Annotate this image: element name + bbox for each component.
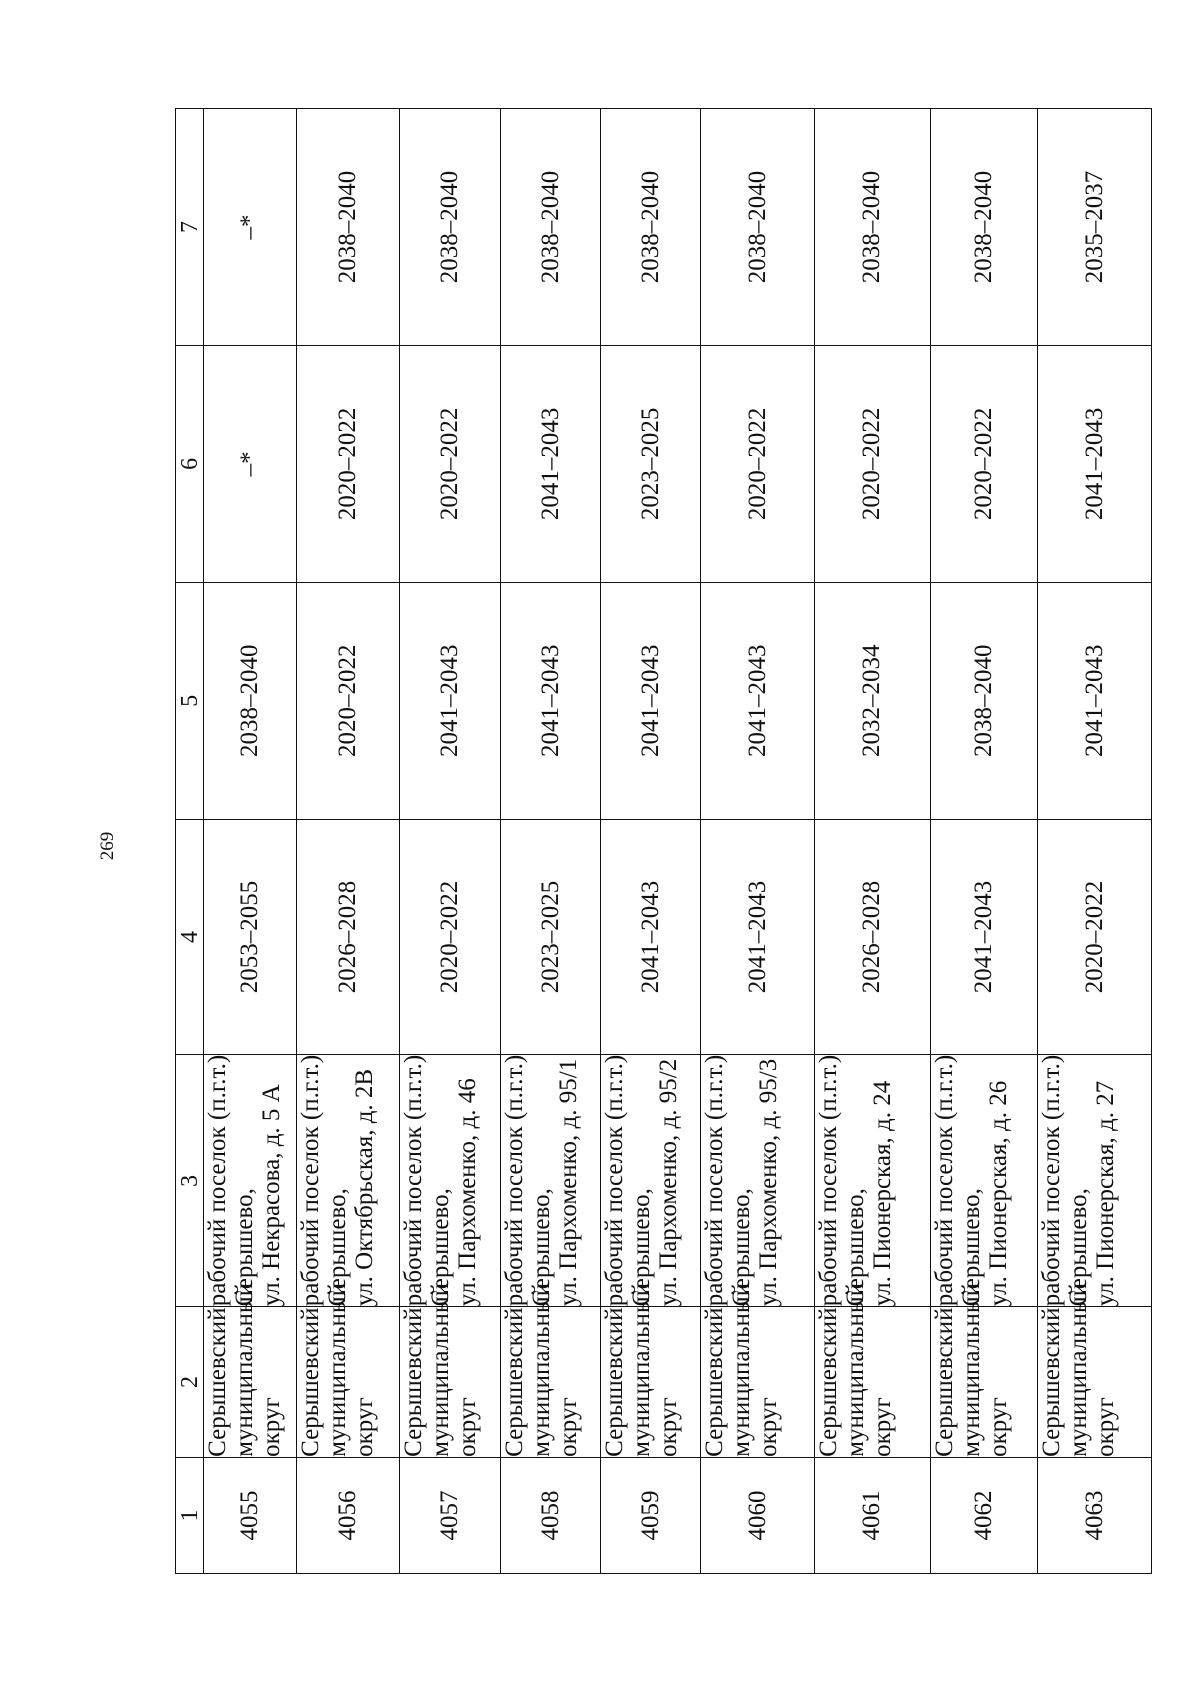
column-number-3: 3 xyxy=(176,1055,204,1307)
region-line: муниципальный xyxy=(426,1282,454,1457)
table-row xyxy=(814,109,930,1574)
row-number: 4059 xyxy=(601,1457,701,1573)
address-line: Серышево, xyxy=(231,1188,258,1307)
period-cell-c4: 2026–2028 xyxy=(297,819,399,1055)
period-cell-c6: 2020–2022 xyxy=(930,345,1038,582)
column-number-2: 2 xyxy=(176,1307,204,1458)
region-line: округ xyxy=(258,1397,285,1457)
page-number: 269 xyxy=(97,831,118,861)
region-line: округ xyxy=(984,1397,1012,1457)
address-cell xyxy=(399,1055,500,1307)
table-row xyxy=(297,109,399,1574)
period-cell-c6: 2041–2043 xyxy=(501,345,601,582)
period-cell-c7: 2038–2040 xyxy=(297,109,399,346)
period-cell-c5: 2041–2043 xyxy=(399,582,500,819)
region-line: округ xyxy=(555,1397,583,1457)
address-line: рабочий поселок (п.г.т.) xyxy=(601,1054,629,1307)
period-cell-c7: 2038–2040 xyxy=(399,109,500,346)
period-cell-c7: 2038–2040 xyxy=(701,109,814,346)
period-cell-c7: –* xyxy=(204,109,297,346)
region-line: муниципальный xyxy=(841,1282,869,1457)
address-line: рабочий поселок (п.г.т.) xyxy=(399,1054,427,1307)
region-line: муниципальный xyxy=(528,1282,556,1457)
address-line: ул. Пионерская, д. 27 xyxy=(1092,1080,1120,1307)
period-cell-c5: 2041–2043 xyxy=(701,582,814,819)
address-cell xyxy=(501,1055,601,1307)
period-cell-c7: 2038–2040 xyxy=(930,109,1038,346)
region-cell xyxy=(399,1282,500,1458)
period-cell-c6: 2041–2043 xyxy=(1038,345,1152,582)
address-cell xyxy=(701,1055,814,1307)
address-line: ул. Октябрьская, д. 2В xyxy=(351,1068,379,1307)
address-line: ул. Пионерская, д. 24 xyxy=(868,1080,896,1307)
period-cell-c5: 2041–2043 xyxy=(501,582,601,819)
address-line: рабочий поселок (п.г.т.) xyxy=(814,1054,842,1307)
row-number: 4057 xyxy=(399,1457,500,1573)
period-cell-c7: 2035–2037 xyxy=(1038,109,1152,346)
region-cell xyxy=(204,1282,297,1458)
address-line: рабочий поселок (п.г.т.) xyxy=(297,1054,325,1307)
region-line: округ xyxy=(1092,1397,1120,1457)
region-line: муниципальный xyxy=(957,1282,985,1457)
region-line: муниципальный xyxy=(324,1282,352,1457)
period-cell-c4: 2041–2043 xyxy=(930,819,1038,1055)
address-cell xyxy=(601,1055,701,1307)
table-row xyxy=(501,109,601,1574)
region-line: Серышевский xyxy=(297,1307,325,1457)
region-cell xyxy=(501,1282,601,1458)
row-number: 4060 xyxy=(701,1457,814,1573)
region-line: Серышевский xyxy=(1038,1307,1066,1457)
column-number-4: 4 xyxy=(176,819,204,1055)
table-row xyxy=(930,109,1038,1574)
period-cell-c4: 2041–2043 xyxy=(701,819,814,1055)
address-cell xyxy=(1038,1055,1152,1307)
address-line: рабочий поселок (п.г.т.) xyxy=(501,1054,529,1307)
row-number: 4061 xyxy=(814,1457,930,1573)
address-line: ул. Пархоменко, д. 95/2 xyxy=(655,1058,683,1307)
region-cell xyxy=(601,1282,701,1458)
address-line: Серышево, xyxy=(728,1188,756,1307)
address-line: Серышево, xyxy=(528,1188,556,1307)
address-line: Серышево, xyxy=(628,1188,656,1307)
address-line: Серышево, xyxy=(841,1188,869,1307)
column-number-row xyxy=(176,109,204,1574)
column-number-6: 6 xyxy=(176,345,204,582)
period-cell-c4: 2023–2025 xyxy=(501,819,601,1055)
region-line: муниципальный xyxy=(728,1282,756,1457)
region-line: Серышевский xyxy=(814,1307,842,1457)
region-cell xyxy=(1038,1282,1152,1458)
region-line: Серышевский xyxy=(399,1307,427,1457)
table-row xyxy=(1038,109,1152,1574)
period-cell-c6: 2020–2022 xyxy=(297,345,399,582)
address-line: рабочий поселок (п.г.т.) xyxy=(1038,1054,1066,1307)
region-line: муниципальный xyxy=(231,1282,258,1457)
address-line: ул. Некрасова, д. 5 А xyxy=(258,1084,285,1307)
period-cell-c5: 2020–2022 xyxy=(297,582,399,819)
period-cell-c6: 2020–2022 xyxy=(399,345,500,582)
period-cell-c7: 2038–2040 xyxy=(501,109,601,346)
row-number: 4063 xyxy=(1038,1457,1152,1573)
period-cell-c5: 2041–2043 xyxy=(1038,582,1152,819)
address-line: рабочий поселок (п.г.т.) xyxy=(701,1054,729,1307)
schedule-table-wrapper xyxy=(175,108,1152,1574)
region-line: Серышевский xyxy=(204,1307,231,1457)
region-cell xyxy=(930,1282,1038,1458)
row-number: 4062 xyxy=(930,1457,1038,1573)
address-cell xyxy=(297,1055,399,1307)
address-line: рабочий поселок (п.г.т.) xyxy=(204,1054,231,1307)
period-cell-c6: 2020–2022 xyxy=(701,345,814,582)
table-row xyxy=(701,109,814,1574)
period-cell-c4: 2020–2022 xyxy=(399,819,500,1055)
period-cell-c5: 2041–2043 xyxy=(601,582,701,819)
region-line: округ xyxy=(351,1397,379,1457)
period-cell-c4: 2041–2043 xyxy=(601,819,701,1055)
region-line: округ xyxy=(755,1397,783,1457)
row-number: 4055 xyxy=(204,1457,297,1573)
region-line: муниципальный xyxy=(628,1282,656,1457)
row-number: 4056 xyxy=(297,1457,399,1573)
address-line: рабочий поселок (п.г.т.) xyxy=(930,1054,958,1307)
period-cell-c6: 2020–2022 xyxy=(814,345,930,582)
period-cell-c7: 2038–2040 xyxy=(601,109,701,346)
address-line: Серышево, xyxy=(324,1188,352,1307)
address-line: Серышево, xyxy=(957,1188,985,1307)
period-cell-c6: –* xyxy=(204,345,297,582)
region-line: Серышевский xyxy=(930,1307,958,1457)
column-number-7: 7 xyxy=(176,109,204,346)
period-cell-c4: 2053–2055 xyxy=(204,819,297,1055)
address-line: ул. Пархоменко, д. 95/1 xyxy=(555,1058,583,1307)
period-cell-c5: 2032–2034 xyxy=(814,582,930,819)
period-cell-c5: 2038–2040 xyxy=(930,582,1038,819)
region-line: муниципальный xyxy=(1065,1282,1093,1457)
region-line: округ xyxy=(868,1397,896,1457)
region-cell xyxy=(814,1282,930,1458)
address-line: Серышево, xyxy=(1065,1188,1093,1307)
region-line: Серышевский xyxy=(501,1307,529,1457)
address-cell xyxy=(930,1055,1038,1307)
period-cell-c7: 2038–2040 xyxy=(814,109,930,346)
period-cell-c5: 2038–2040 xyxy=(204,582,297,819)
region-line: Серышевский xyxy=(601,1307,629,1457)
column-number-5: 5 xyxy=(176,582,204,819)
region-line: округ xyxy=(655,1397,683,1457)
table-row xyxy=(399,109,500,1574)
address-line: ул. Пархоменко, д. 46 xyxy=(453,1078,481,1307)
table-row xyxy=(204,109,297,1574)
address-line: ул. Пионерская, д. 26 xyxy=(984,1080,1012,1307)
period-cell-c4: 2026–2028 xyxy=(814,819,930,1055)
region-line: округ xyxy=(453,1397,481,1457)
address-cell xyxy=(204,1055,297,1307)
address-cell xyxy=(814,1055,930,1307)
address-line: ул. Пархоменко, д. 95/3 xyxy=(755,1058,783,1307)
address-line: Серышево, xyxy=(426,1188,454,1307)
region-line: Серышевский xyxy=(701,1307,729,1457)
table-row xyxy=(601,109,701,1574)
row-number: 4058 xyxy=(501,1457,601,1573)
column-number-1: 1 xyxy=(176,1457,204,1573)
period-cell-c6: 2023–2025 xyxy=(601,345,701,582)
period-cell-c4: 2020–2022 xyxy=(1038,819,1152,1055)
region-cell xyxy=(297,1282,399,1458)
schedule-table xyxy=(175,108,1152,1574)
region-cell xyxy=(701,1282,814,1458)
